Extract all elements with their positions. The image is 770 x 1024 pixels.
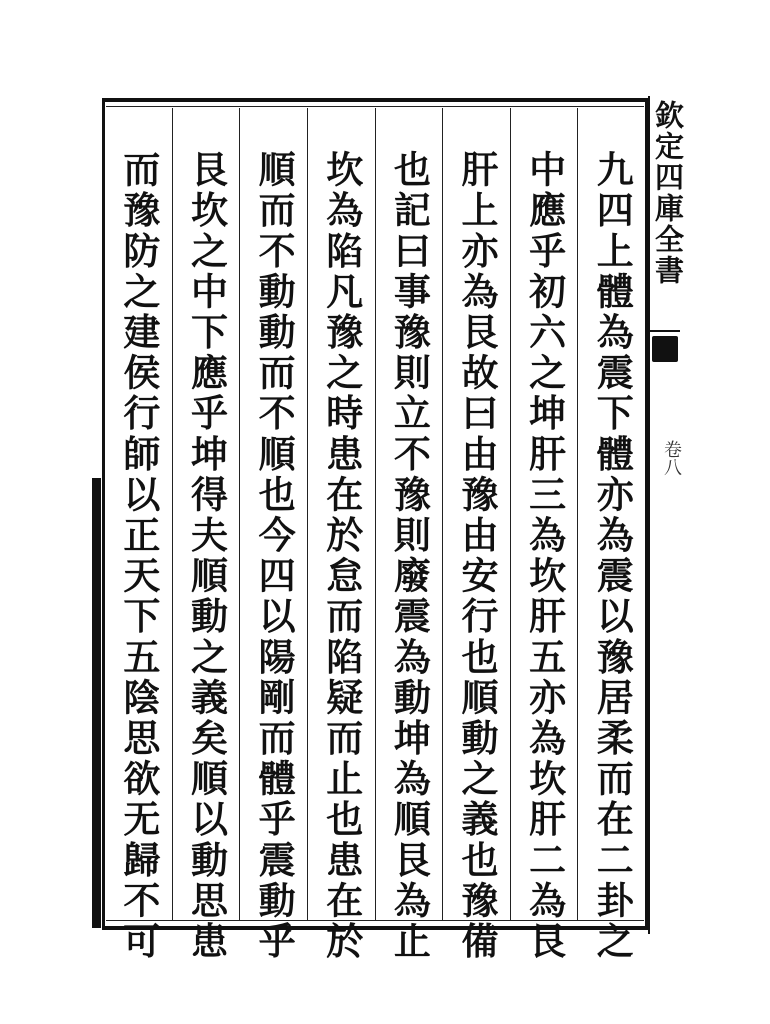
- volume-label: 卷八: [661, 440, 682, 476]
- text-column-5: [307, 108, 375, 962]
- top-rule: [106, 106, 644, 107]
- column-text: 肝上亦為艮故曰由豫由安行也順動之義也豫備: [454, 150, 499, 962]
- binding-bar: [92, 478, 101, 928]
- text-column-3: [442, 108, 510, 962]
- column-text: 坎為陷凡豫之時患在於怠而陷疑而止也患在於: [319, 150, 364, 962]
- text-column-1: [577, 108, 645, 962]
- side-divider: [650, 330, 680, 332]
- text-column-2: [510, 108, 578, 962]
- text-column-7: [172, 108, 240, 962]
- column-text: 九四上體為震下體亦為震以豫居柔而在二卦之: [590, 150, 635, 962]
- column-text: 中應乎初六之坤肝三為坎肝五亦為坎肝二為艮: [522, 150, 567, 962]
- column-text: 順而不動動而不順也今四以陽剛而體乎震動乎: [252, 150, 297, 962]
- fish-tail-mark-icon: [652, 336, 678, 362]
- text-column-4: [375, 108, 443, 962]
- column-text: 艮坎之中下應乎坤得夫順動之義矣順以動思患: [184, 150, 229, 962]
- text-column-6: [239, 108, 307, 962]
- book-title: 欽定四庫全書: [651, 100, 685, 286]
- text-columns: [105, 108, 645, 962]
- text-column-8: [105, 108, 172, 962]
- column-text: 也記曰事豫則立不豫則廢震為動坤為順艮為止: [387, 150, 432, 962]
- column-text: 而豫防之建侯行師以正天下五陰思欲无歸不可: [116, 150, 161, 962]
